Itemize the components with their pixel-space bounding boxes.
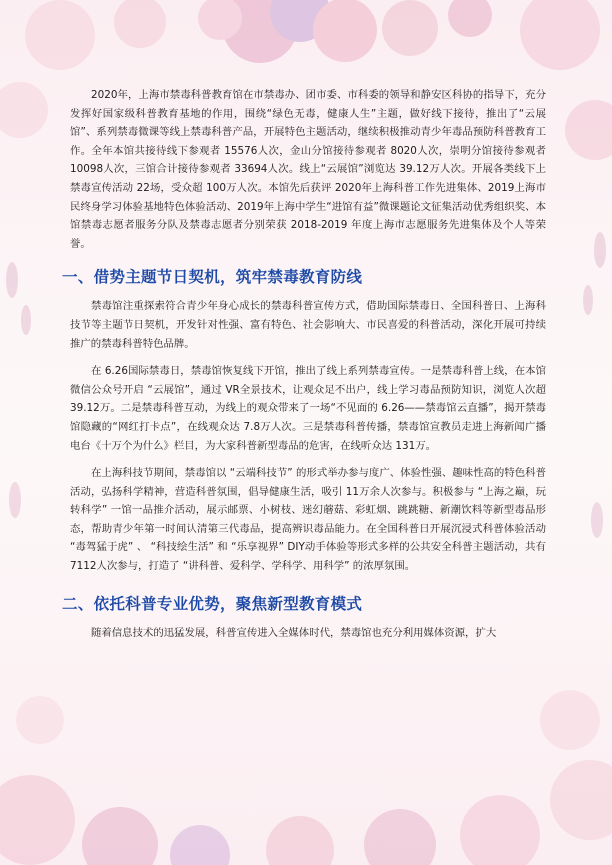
section1-paragraph-3: 在上海科技节期间，禁毒馆以 “云端科技节” 的形式举办参与度广、体验性强、趣味性高的特色科普活动，弘扬科学精神，营造科普氛围，倡导健康生活，吸引 11万余人次参与。积极参与 “上海之巅，玩转科学” 一馆一品推介活动，展示邮票、小树枝、迷幻蘑菇、彩虹烟、跳跳糖、新潮饮料等新型毒品形态，帮助青少年第一时间认清第三代毒品，提高辨识毒品能力。在全国科普日开展沉浸式科普体验活动 “毒驾猛于虎” 、 “科技绘生活” 和 “乐享视界” DIY动手体验等形式多样的公共安全科普主题活动，共有 7112人次参与，打造了 “讲科普、爱科学、学科学、用科学” 的浓厚氛围。 [70, 467, 546, 573]
section1-paragraph-1: 禁毒馆注重探索符合青少年身心成长的禁毒科普宣传方式，借助国际禁毒日、全国科普日、上海科技节等主题节日契机，开发针对性强、富有特色、社会影响大、市民喜爱的科普活动，深化开展可持续推广的禁毒科普特色品牌。 [70, 300, 546, 350]
section2-paragraph-1: 随着信息技术的迅猛发展，科普宣传进入全媒体时代，禁毒馆也充分利用媒体资源，扩大 [91, 626, 497, 639]
section-heading-2: 二、依托科普专业优势，聚焦新型教育模式 [62, 594, 363, 613]
section1-paragraph-2: 在 6.26国际禁毒日，禁毒馆恢复线下开馆，推出了线上系列禁毒宣传。一是禁毒科普上线，在本馆微信公众号开启 “云展馆”，通过 VR全景技术，让观众足不出户，线上学习毒品预防知识，浏览人次超 39.12万。二是禁毒科普互动，为线上的观众带来了一场“不见面的 6.26——禁毒馆云直播”，揭开禁毒馆隐藏的“网红打卡点”，在线观众达 7.8万人次。三是禁毒科普传播，禁毒馆宣教员走进上海新闻广播电台《十万个为什么》栏目，为大家科普新型毒品的危害，在线听众达 131万。 [70, 365, 546, 452]
document-page [62, 86, 546, 651]
intro-paragraph: 2020年，上海市禁毒科普教育馆在市禁毒办、团市委、市科委的领导和静安区科协的指导下，充分发挥好国家级科普教育基地的作用，围绕“绿色无毒，健康人生”主题，做好线下接待，推出了“云展馆”、系列禁毒微课等线上禁毒科普产品，开展特色主题活动，继续积极推动青少年毒品预防科普教育工作。全年本馆共接待线下参观者 15576人次，金山分馆接待参观者 8020人次，崇明分馆接待参观者 10098人次，三馆合计接待参观者 33694人次。线上“云展馆”浏览达 39.12万人次。开展各类线下上禁毒宣传活动 22场，受众超 100万人次。本馆先后获评 2020年上海科普工作先进集体、2019上海市民终身学习体验基地特色体验活动、2019年上海中学生“进馆有益”微课题论文征集活动优秀组织奖、本馆禁毒志愿者服务分队及禁毒志愿者分别荣获 2018-2019 年度上海市志愿服务先进集体及个人等荣誉。 [70, 89, 546, 250]
section-heading-1: 一、借势主题节日契机，筑牢禁毒教育防线 [62, 268, 363, 287]
